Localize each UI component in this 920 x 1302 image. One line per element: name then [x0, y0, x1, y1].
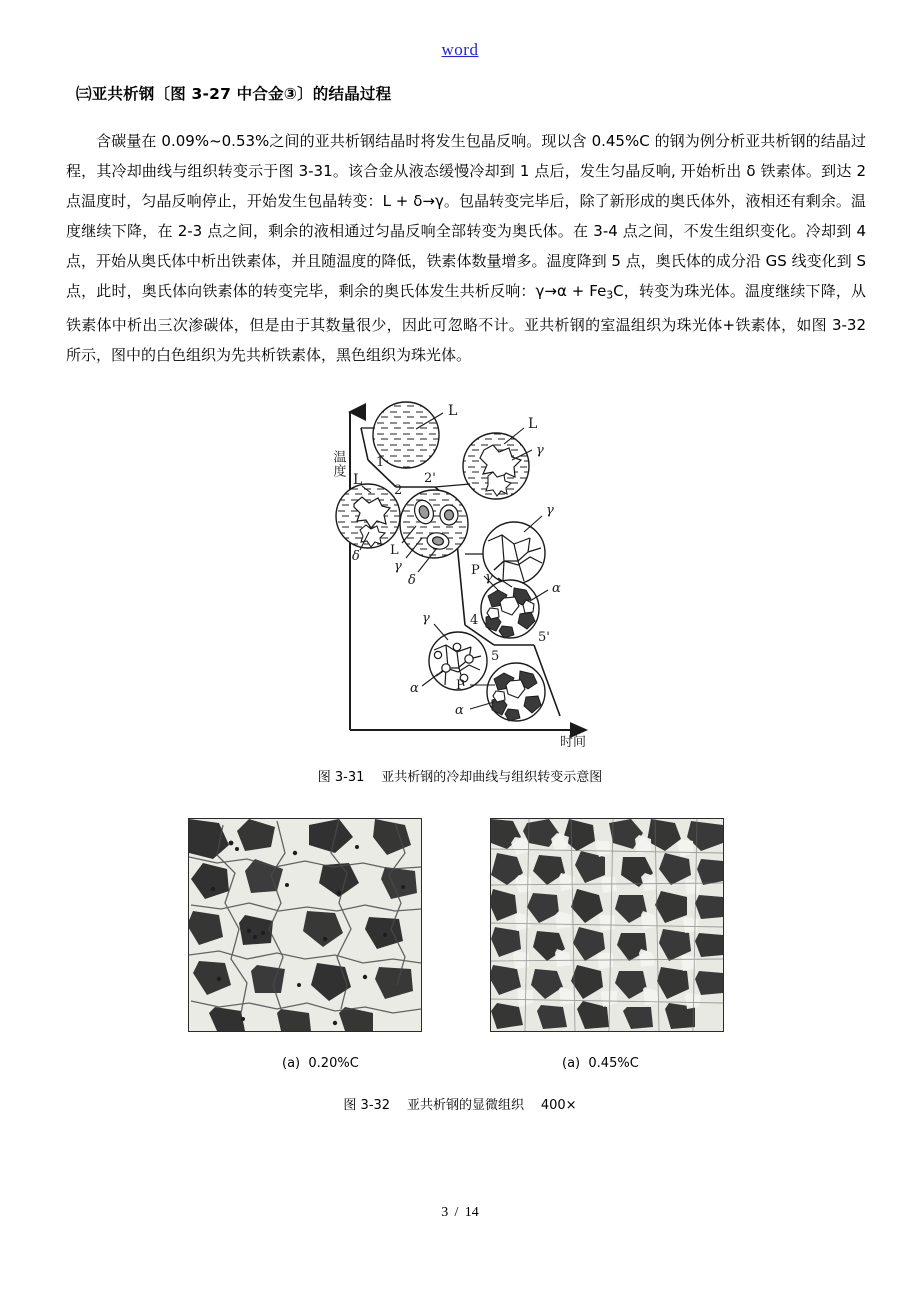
callout-label-L-3: L: [390, 543, 399, 558]
figure-3-32-title: 亚共析钢的显微组织: [406, 1098, 524, 1113]
callout-label-alpha-2: α: [552, 581, 561, 596]
micrograph-right-composition: 0.45%C: [588, 1056, 639, 1071]
micrograph-0-20-percent-c: [188, 818, 422, 1032]
callout-label-P-1: P: [471, 563, 480, 578]
figure-3-32-magnification: 400×: [540, 1098, 577, 1113]
callout-label-gamma-5: γ: [485, 570, 493, 585]
callout-label-gamma-4: γ: [422, 611, 430, 626]
paragraph-run-1: 含碳量在 0.09%~0.53%之间的亚共析钢结晶时将发生包晶反响。现以含 0.45%C 的钢为例分析亚共析钢的结晶过程，其冷却曲线与组织转变示于图 3-31。该合金从液态缓慢冷却到 1 点后，发生匀晶反响, 开始析出 δ 铁素体。到达 2 点温度时，匀晶反响停止，开始发生包晶转变：L + δ→γ。包晶转变完毕后，除了新形成的奥氏体外，液相还有剩余。温度继续下降，在 2-3 点之间，剩余的液相通过匀晶反响全部转变为奥氏体。在 3-4 点之间，不发生组织变化。冷却到 4 点，开始从奥氏体中析出铁素体，并且随温度的降低，铁素体数量增多。温度降到 5 点，奥氏体的成分沿 GS 线变化到 S 点，此时，奥氏体向铁素体的转变完毕，剩余的奥氏体发生共析反响：γ→α + Fe: [66, 132, 866, 300]
figure-3-31: [298, 398, 642, 750]
callout-label-gamma-1: γ: [394, 559, 402, 574]
point-label-5: 5: [491, 649, 500, 664]
callout-label-L-1: L: [448, 403, 458, 419]
point-label-2: 2: [394, 483, 403, 498]
micrograph-left-composition: 0.20%C: [308, 1056, 359, 1071]
callout-label-L-2: L: [353, 472, 363, 488]
point-label-5p: 5': [538, 630, 550, 645]
diagram-axes: [331, 412, 587, 750]
callout-label-gamma-3: γ: [546, 503, 554, 518]
point-label-1: 1: [376, 455, 385, 470]
body-paragraph: [66, 126, 866, 370]
point-label-2p: 2': [424, 471, 436, 486]
point-label-4: 4: [470, 613, 479, 628]
figure-3-32-label: 图 3-32: [343, 1098, 391, 1113]
total-page-count: 14: [464, 1205, 479, 1220]
micrograph-caption-left: [282, 1056, 359, 1071]
figure-3-31-caption: [0, 766, 920, 785]
micrograph-right-label: (a): [562, 1056, 581, 1071]
callout-label-delta-1: δ: [352, 549, 360, 564]
micrograph-caption-right: [562, 1056, 639, 1071]
paragraph-run-2: C，转变为珠光体。温度继续下降，从铁素体中析出三次渗碳体，但是由于其数量很少，因此可忽略不计。亚共析钢的室温组织为珠光体+铁素体，如图 3-32 所示，图中的白色组织为先共析铁素体，黑色组织为珠光体。: [66, 282, 866, 365]
callout-label-P-2: P: [456, 678, 465, 693]
page-number-footer: [0, 1205, 920, 1221]
micrograph-left-image: [189, 819, 421, 1031]
current-page-number: 3: [441, 1205, 449, 1220]
y-axis-label: 温度: [330, 450, 346, 478]
callout-label-alpha-1: α: [410, 681, 419, 696]
page-header: [0, 40, 920, 60]
callout-label-alpha-3: α: [455, 703, 464, 718]
micrograph-right-image: [491, 819, 723, 1031]
figure-3-31-title: 亚共析钢的冷却曲线与组织转变示意图: [381, 770, 603, 785]
callout-label-L-4: L: [528, 416, 538, 432]
callout-liquid-austenite: [435, 416, 544, 499]
formula-subscript: 3: [606, 288, 614, 302]
figure-3-32-caption: [0, 1094, 920, 1113]
micrograph-captions: [0, 1056, 920, 1076]
cooling-curve-diagram: [298, 398, 642, 750]
micrograph-left-label: (a): [282, 1056, 301, 1071]
figure-3-31-label: 图 3-31: [317, 770, 365, 785]
section-heading: ㈢亚共析钢〔图 3-27 中合金③〕的结晶过程: [76, 85, 392, 103]
x-axis-label: 时间: [560, 735, 587, 750]
callout-label-delta-2: δ: [408, 573, 416, 588]
callout-peritectic: [390, 490, 468, 588]
page-separator: /: [454, 1205, 459, 1220]
callout-label-gamma-2: γ: [536, 443, 544, 458]
word-link[interactable]: word: [441, 40, 479, 59]
micrograph-0-45-percent-c: [490, 818, 724, 1032]
